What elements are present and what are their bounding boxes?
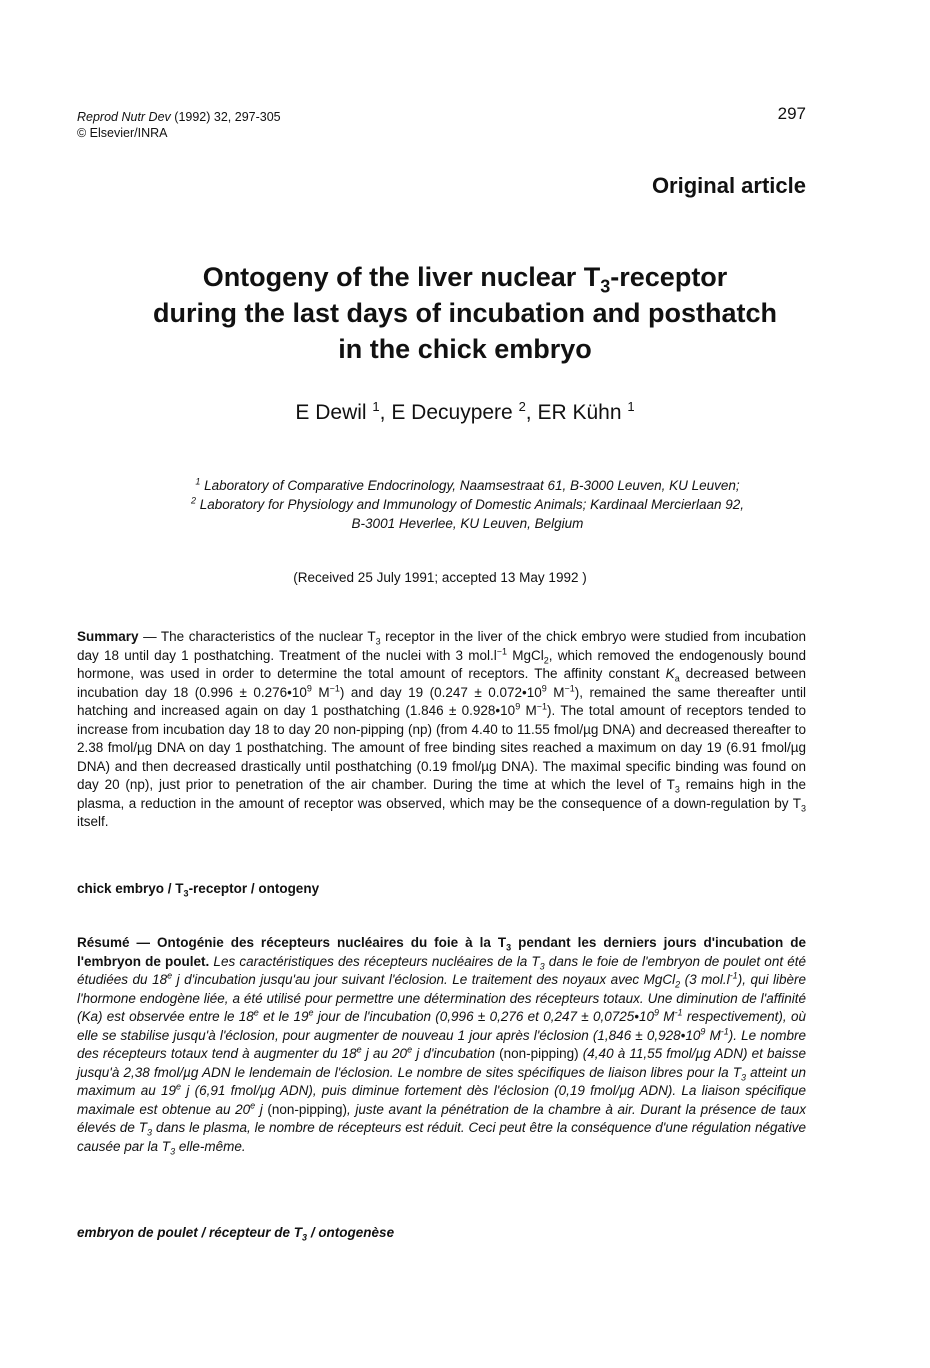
subscript: a — [674, 673, 680, 684]
title-line-3: in the chick embryo — [338, 334, 592, 364]
title-text: -receptor — [610, 262, 728, 292]
superscript: e — [308, 1007, 314, 1018]
journal-volume: (1992) 32, 297-305 — [174, 110, 281, 124]
subscript: 3 — [147, 1127, 153, 1138]
resume-upright-text: (non-pipping) — [499, 1046, 579, 1061]
superscript: -1 — [674, 1007, 683, 1018]
keyword-text: chick embryo / T — [77, 881, 184, 896]
subscript: 3 — [375, 636, 381, 647]
article-type: Original article — [651, 173, 806, 198]
resume-text: Les caractéristiques des récepteurs nucléaires de la T — [209, 953, 540, 969]
author-affil-mark: 2 — [518, 399, 526, 414]
resume-text: j d'incubation — [412, 1046, 500, 1061]
summary-label: Summary — [77, 629, 139, 644]
resume-text: ), qui libère l'hormone endogène liée, a été utilisé pour permettre une détermination des récepteurs totaux. Une diminution de l'affinité (Ka) est observée entre le 18 — [77, 972, 806, 1024]
superscript: e — [167, 970, 173, 981]
subscript: 3 — [170, 1146, 176, 1157]
resume-label: Résumé — Ontogénie des récepteurs nucléaires du foie à la T — [77, 935, 507, 950]
summary-text: M — [546, 684, 565, 700]
author-name: , ER Kühn — [525, 401, 628, 424]
resume-text: j au 20 — [361, 1046, 408, 1061]
keyword-text: embryon de poulet / récepteur de T — [77, 1225, 303, 1240]
summary-text: ). The total amount of receptors tended to increase from incubation day 18 to day 20 non-pipping (np) (from 4.40 to 11.55 fmol/µg DNA) and decreased thereafter to 2.38 fmol/µg DNA on day 1 posthatching. The amount of free binding sites reached a maximum on day 19 (6.91 fmol/µg DNA) and then decreased drastically until posthatching (0.19 fmol/µg DNA). The maximal specific binding was found on day 20 (np), just prior to penetration of the air chamber. During the time at which the level of T — [77, 703, 806, 792]
superscript: e — [176, 1081, 182, 1092]
keywords-french — [77, 1224, 806, 1243]
summary-text: remains high in the plasma, a reduction in the amount of receptor was observed, which may be the consequence of a down-regulation by T — [77, 777, 806, 811]
affiliation-2 — [80, 495, 855, 514]
superscript: −1 — [564, 683, 575, 693]
title-text: Ontogeny of the liver nuclear T — [202, 262, 601, 292]
summary-text: ), remained the same thereafter until hatching and increased again on day 1 posthatching (1.846 ± 0.928•10 — [77, 684, 807, 718]
summary-paragraph — [77, 628, 806, 832]
resume-text: jour de l'incubation (0,996 ± 0,276 et 0,247 ± 0,0725•10 — [313, 1009, 654, 1024]
summary-text: The characteristics of the nuclear T — [160, 629, 376, 644]
summary-text: receptor in the liver of the chick embryo were studied from incubation day 18 until day 1 posthatching. Treatment of the nuclei with 3 mol.l — [77, 629, 807, 663]
subscript: 3 — [506, 942, 512, 953]
superscript: 9 — [541, 683, 547, 693]
superscript: 9 — [700, 1026, 706, 1036]
journal-name: Reprod Nutr Dev — [77, 110, 171, 124]
summary-text: , which removed the endogenously bound hormone, was used in order to determine the total amount of receptors. The affinity constant — [77, 647, 806, 681]
paper-title — [0, 259, 930, 367]
affil-text: Laboratory for Physiology and Immunology of Domestic Animals; Kardinaal Mercierlaan 92, — [196, 497, 745, 512]
summary-text: M — [311, 684, 330, 700]
resume-text: j d'incubation jusqu'au jour suivant l'éclosion. Le traitement des noyaux avec MgCl — [172, 972, 676, 987]
superscript: e — [253, 1007, 259, 1018]
superscript: 9 — [306, 683, 312, 693]
resume-text: ). Le nombre des récepteurs totaux tend à augmenter du 18 — [77, 1027, 806, 1061]
summary-text: ) and day 19 (0.247 ± 0.072•10 — [339, 684, 542, 700]
resume-text: (3 mol.l — [680, 972, 730, 987]
superscript: −1 — [536, 701, 548, 712]
resume-text: M — [659, 1009, 675, 1024]
subscript: 3 — [183, 888, 189, 899]
affil-text: Laboratory of Comparative Endocrinology, Naamsestraat 61, B-3000 Leuven, KU Leuven; — [200, 478, 740, 493]
author-affil-mark: 1 — [627, 399, 635, 414]
author-affil-mark: 1 — [372, 399, 380, 414]
resume-label: pendant les derniers jours d'incubation de l'embryon de poulet. — [77, 935, 806, 969]
summary-dash: — — [138, 629, 161, 644]
resume-text: respectivement), où elle se stabilise jusqu'à l'éclosion, pour augmenter de nouveau 1 jour après l'éclosion (1,846 ± 0,928•10 — [77, 1009, 806, 1043]
keyword-text: / ontogenèse — [307, 1225, 395, 1240]
resume-text: atteint un maximum au 19 — [77, 1064, 806, 1098]
copyright: © Elsevier/INRA — [77, 126, 168, 140]
resume-text: et le 19 — [258, 1009, 309, 1024]
superscript: -1 — [720, 1026, 729, 1036]
title-subscript: 3 — [600, 276, 611, 297]
superscript: −1 — [329, 683, 340, 693]
received-dates: (Received 25 July 1991; accepted 13 May 1992 ) — [293, 570, 587, 585]
affiliations — [80, 476, 855, 533]
ka-symbol: K — [665, 666, 675, 681]
resume-text: elle-même. — [175, 1138, 246, 1154]
superscript: e — [356, 1044, 362, 1055]
keyword-text: -receptor / ontogeny — [188, 881, 320, 896]
summary-text: decreased between incubation day 18 (0.996 ± 0.276•10 — [77, 666, 807, 700]
affiliation-2-cont: B-3001 Heverlee, KU Leuven, Belgium — [351, 516, 584, 531]
superscript: 9 — [515, 701, 521, 712]
summary-text: M — [520, 703, 537, 718]
subscript: 3 — [800, 803, 806, 814]
author-list — [0, 401, 930, 425]
subscript: 2 — [543, 655, 549, 666]
title-line-2: during the last days of incubation and posthatch — [152, 298, 778, 328]
resume-text: (4,40 à 11,55 fmol/µg ADN) et baisse jusqu'à 2,38 fmol/µg ADN le lendemain de l'éclosion. Le nombre de sites spécifiques de liaison libres pour la T — [77, 1046, 806, 1080]
affil-mark: 1 — [195, 476, 201, 487]
affiliation-1 — [80, 476, 855, 495]
affil-mark: 2 — [190, 495, 196, 506]
resume-text: dans le foie de l'embryon de poulet ont été étudiées du 18 — [77, 953, 806, 987]
superscript: 9 — [654, 1007, 660, 1018]
subscript: 3 — [302, 1232, 308, 1243]
subscript: 2 — [675, 979, 681, 990]
resume-text: dans le plasma, le nombre de récepteurs est réduit. Ceci peut être la conséquence d'une régulation négative causée par la T — [77, 1120, 806, 1154]
page-number: 297 — [777, 104, 806, 123]
author-name: , E Decuypere — [379, 401, 519, 424]
subscript: 3 — [539, 961, 545, 972]
keywords-english — [77, 880, 806, 899]
superscript: −1 — [496, 646, 508, 656]
superscript: e — [250, 1100, 256, 1110]
superscript: -1 — [729, 970, 738, 981]
superscript: e — [407, 1044, 413, 1055]
author-name: E Dewil — [295, 401, 373, 424]
subscript: 3 — [741, 1072, 747, 1083]
title-line-1 — [0, 259, 930, 295]
journal-line — [77, 109, 281, 125]
resume-paragraph — [77, 934, 806, 1156]
resume-upright-text: (non-pipping) — [267, 1101, 347, 1117]
resume-text: , juste avant la pénétration de la chambre à air. Durant la présence de taux élevés de T — [77, 1101, 807, 1135]
journal-citation — [77, 109, 281, 141]
resume-text: M — [705, 1027, 721, 1043]
resume-text: j — [255, 1101, 268, 1117]
subscript: 3 — [674, 784, 680, 795]
summary-text: itself. — [77, 814, 109, 829]
summary-text: MgCl — [507, 647, 544, 663]
resume-text: j (6,91 fmol/µg ADN), puis diminue fortement dès l'éclosion (0,19 fmol/µg ADN). La liaison spécifique maximale est obtenue au 20 — [77, 1083, 806, 1117]
